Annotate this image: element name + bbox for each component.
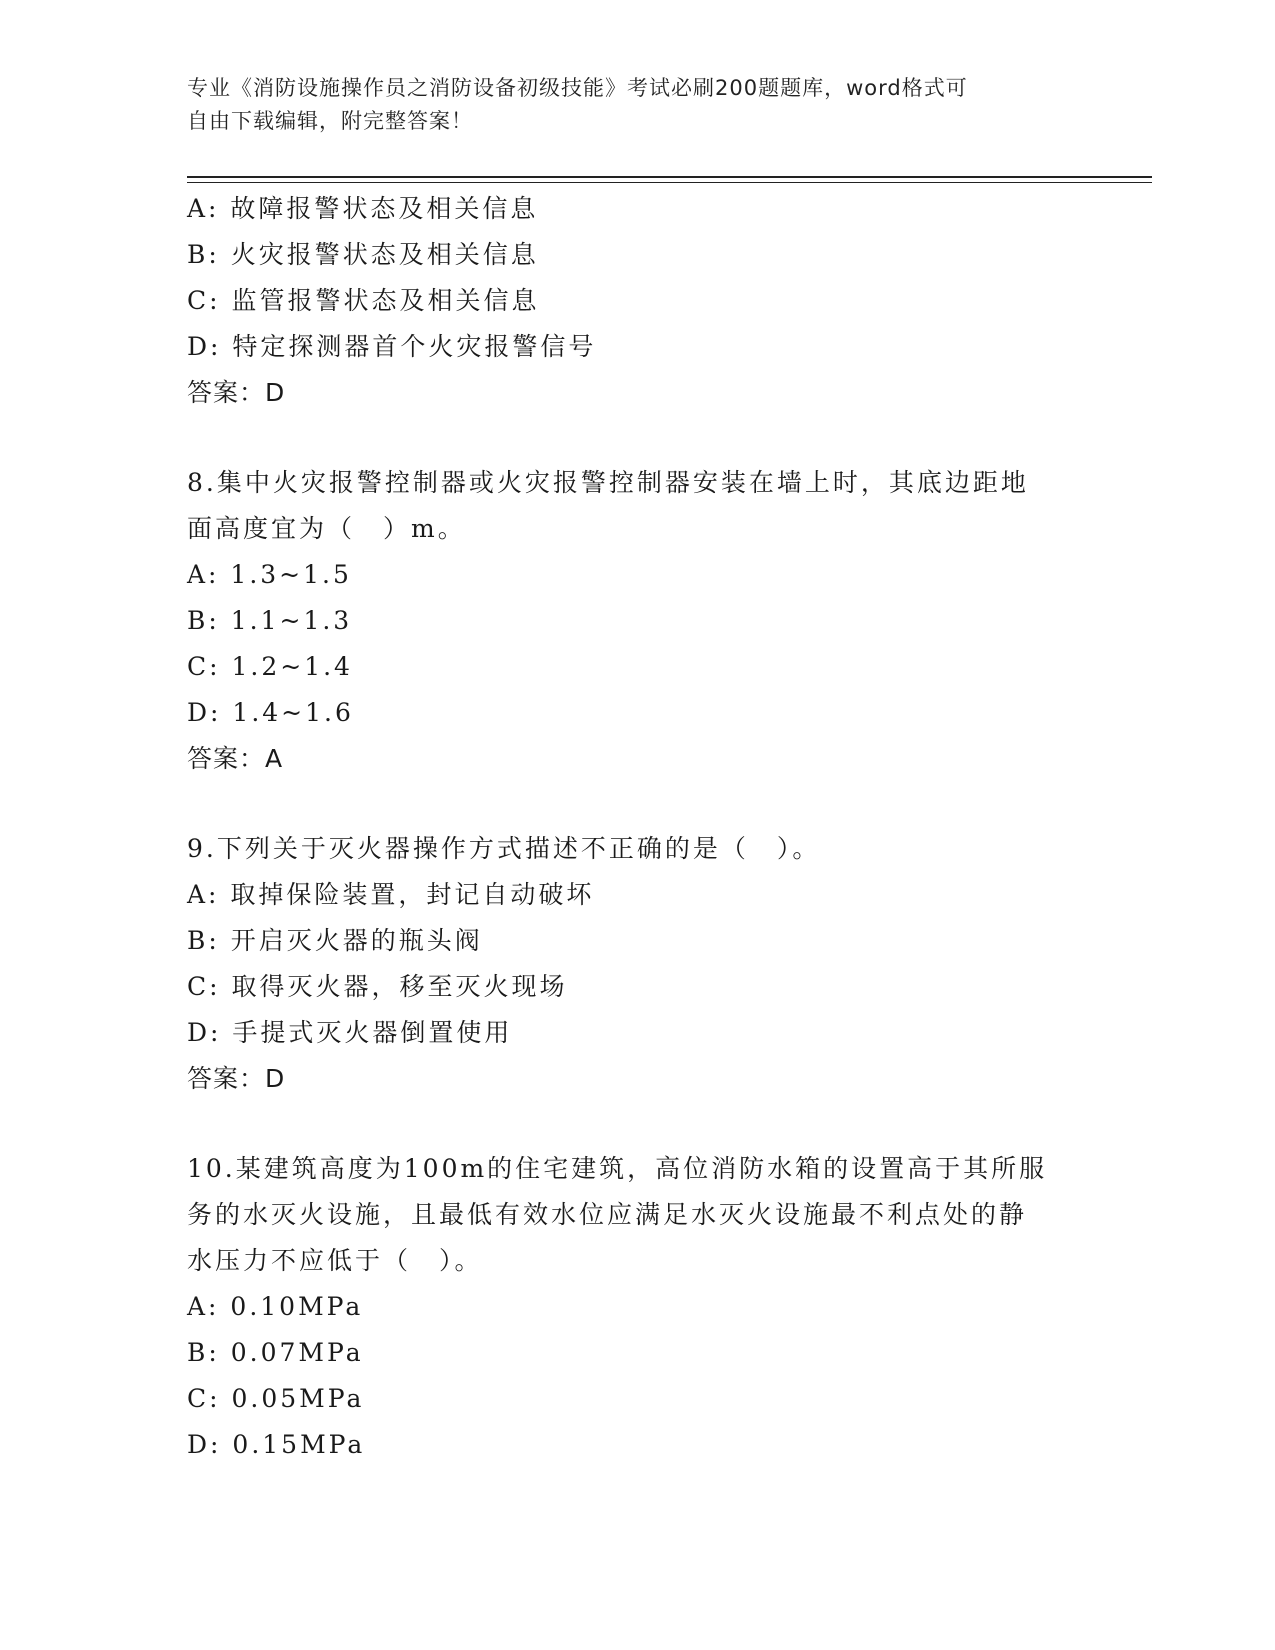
- question-text: [187, 826, 1067, 872]
- question-7: [187, 186, 1067, 416]
- option-b: B: 0.07MPa: [187, 1338, 364, 1367]
- question-text-line: 面高度宜为（ ）m。: [187, 514, 466, 543]
- option-d: D: 手提式灭火器倒置使用: [187, 1018, 513, 1047]
- option-b: B: 火灾报警状态及相关信息: [187, 240, 539, 269]
- answer: 答案：A: [187, 744, 284, 773]
- option-a: A: 1.3~1.5: [187, 560, 352, 589]
- option-c: C: 监管报警状态及相关信息: [187, 286, 540, 315]
- question-text-line: 9.下列关于灭火器操作方式描述不正确的是（ ）。: [187, 834, 821, 863]
- header-line-1: 专业《消防设施操作员之消防设备初级技能》考试必刷200题题库，word格式可: [187, 76, 968, 100]
- header-divider-thick: [187, 176, 1152, 178]
- question-text-line: 8.集中火灾报警控制器或火灾报警控制器安装在墙上时，其底边距地: [187, 468, 1029, 497]
- question-text: [187, 1146, 1067, 1284]
- option-d: D: 0.15MPa: [187, 1430, 366, 1459]
- option-c: C: 取得灭火器，移至灭火现场: [187, 972, 568, 1001]
- header-line-2: 自由下载编辑，附完整答案！: [187, 109, 473, 133]
- option-d: D: 1.4~1.6: [187, 698, 354, 727]
- question-list: [187, 186, 1067, 1468]
- option-b: B: 开启灭火器的瓶头阀: [187, 926, 483, 955]
- option-c: C: 0.05MPa: [187, 1384, 365, 1413]
- question-10: [187, 1146, 1067, 1468]
- answer: 答案：D: [187, 378, 286, 407]
- question-9: [187, 826, 1067, 1102]
- question-8: [187, 460, 1067, 782]
- question-text-line: 水压力不应低于（ ）。: [187, 1246, 483, 1275]
- question-text-line: 10.某建筑高度为100m的住宅建筑，高位消防水箱的设置高于其所服: [187, 1154, 1048, 1183]
- option-b: B: 1.1~1.3: [187, 606, 353, 635]
- question-text-line: 务的水灭火设施，且最低有效水位应满足水灭火设施最不利点处的静: [187, 1200, 1028, 1229]
- option-a: A: 故障报警状态及相关信息: [187, 194, 539, 223]
- header-divider-thin: [187, 182, 1152, 183]
- option-c: C: 1.2~1.4: [187, 652, 353, 681]
- option-a: A: 0.10MPa: [187, 1292, 364, 1321]
- question-text: [187, 460, 1067, 552]
- answer: 答案：D: [187, 1064, 286, 1093]
- option-d: D: 特定探测器首个火灾报警信号: [187, 332, 597, 361]
- document-header: [187, 72, 1067, 138]
- option-a: A: 取掉保险装置，封记自动破坏: [187, 880, 595, 909]
